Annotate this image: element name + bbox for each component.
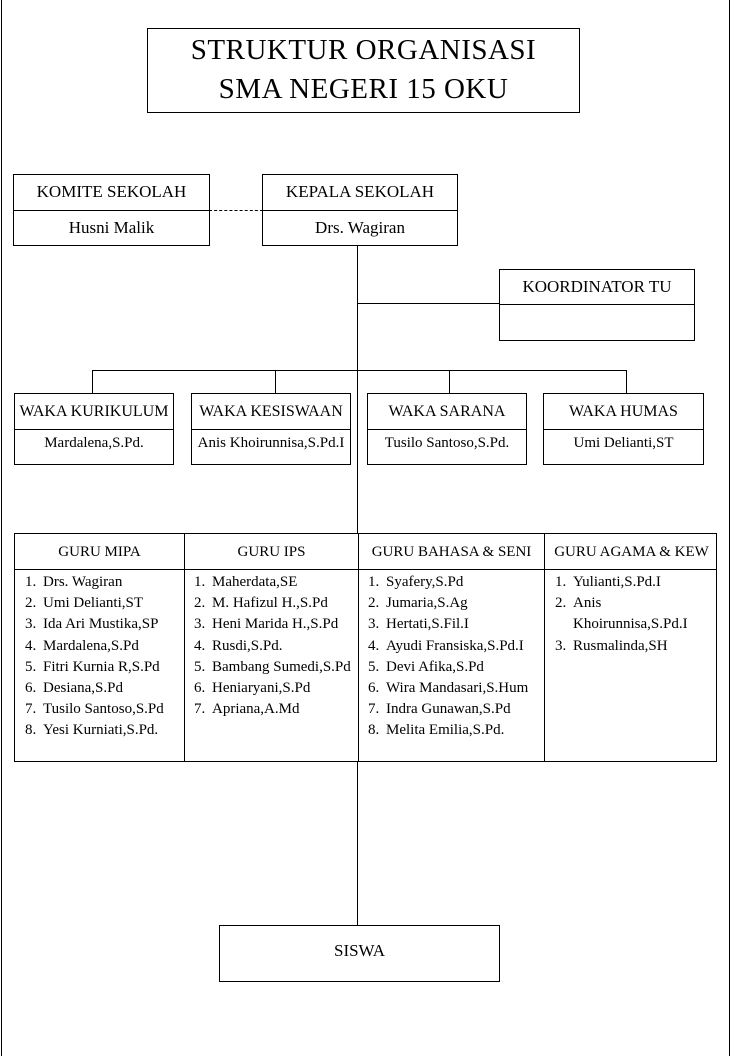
waka-sarana-label: WAKA SARANA xyxy=(388,403,506,420)
waka-kurikulum-label: WAKA KURIKULUM xyxy=(19,403,169,420)
koordinator-tu-box xyxy=(499,269,695,341)
komite-divider xyxy=(14,210,209,211)
waka-humas-name: Umi Delianti,ST xyxy=(573,435,674,451)
guru-ips-list xyxy=(194,572,351,720)
guru-mipa-list xyxy=(25,572,164,742)
komite-label: KOMITE SEKOLAH xyxy=(36,182,187,201)
kepala-name: Drs. Wagiran xyxy=(315,218,405,237)
guru-table-col-divider-1 xyxy=(184,534,185,761)
title-line-1: STRUKTUR ORGANISASI xyxy=(190,34,537,66)
waka-kurikulum-name: Mardalena,S.Pd. xyxy=(44,435,144,451)
list-item: 3. Hertati,S.Fil.I xyxy=(368,616,469,633)
list-item: 7. Tusilo Santoso,S.Pd xyxy=(25,701,164,718)
list-item: 1. Maherdata,SE xyxy=(194,574,298,590)
guru-table-col-divider-2 xyxy=(358,534,359,761)
koordinator-label: KOORDINATOR TU xyxy=(522,277,672,296)
komite-name: Husni Malik xyxy=(68,218,155,237)
list-item: 6. Heniaryani,S.Pd xyxy=(194,679,311,696)
waka-sarana-name: Tusilo Santoso,S.Pd. xyxy=(384,435,510,451)
page-frame xyxy=(1,0,730,1056)
list-item: 2. M. Hafizul H.,S.Pd xyxy=(194,595,328,612)
title-box xyxy=(147,28,580,113)
komite-sekolah-box xyxy=(13,174,210,246)
list-item: 5. Devi Afika,S.Pd xyxy=(368,658,484,675)
list-item: 5. Fitri Kurnia R,S.Pd xyxy=(25,658,160,675)
list-item: 3. Heni Marida H.,S.Pd xyxy=(194,616,339,633)
guru-table-header-divider xyxy=(15,569,716,570)
siswa-label: SISWA xyxy=(333,941,385,960)
connector-waka-3 xyxy=(449,370,450,394)
list-item: 2. Umi Delianti,ST xyxy=(25,595,143,612)
waka-kesiswaan-divider xyxy=(192,429,350,430)
list-item: 4. Mardalena,S.Pd xyxy=(25,637,139,654)
waka-kesiswaan-name: Anis Khoirunnisa,S.Pd.I xyxy=(197,435,345,451)
guru-mipa-header: GURU MIPA xyxy=(58,544,141,560)
guru-bahasa-seni-header: GURU BAHASA & SENI xyxy=(371,544,532,560)
list-item: 4. Ayudi Fransiska,S.Pd.I xyxy=(368,637,524,654)
list-item: 2. Jumaria,S.Ag xyxy=(368,595,468,612)
list-item: 3. Ida Ari Mustika,SP xyxy=(25,616,159,633)
connector-komite-dashed xyxy=(209,210,263,211)
guru-table-col-divider-3 xyxy=(544,534,545,761)
waka-humas-divider xyxy=(544,429,703,430)
list-item: 7. Apriana,A.Md xyxy=(194,701,300,718)
list-item: 1. Drs. Wagiran xyxy=(25,574,123,590)
waka-sarana-box xyxy=(367,393,527,465)
guru-agama-kew-list xyxy=(555,572,688,657)
waka-kesiswaan-box xyxy=(191,393,351,465)
list-item: 6. Desiana,S.Pd xyxy=(25,679,123,696)
list-item: 1. Yulianti,S.Pd.I xyxy=(555,574,661,590)
waka-kurikulum-box xyxy=(14,393,174,465)
list-item: 3. Rusmalinda,SH xyxy=(555,637,668,654)
list-item: 4. Rusdi,S.Pd. xyxy=(194,637,283,654)
koordinator-divider xyxy=(500,304,694,305)
waka-kesiswaan-label: WAKA KESISWAAN xyxy=(199,403,343,420)
guru-bahasa-seni-list xyxy=(368,572,528,742)
list-item: 1. Syafery,S.Pd xyxy=(368,574,464,590)
guru-table xyxy=(14,533,717,762)
list-item: 6. Wira Mandasari,S.Hum xyxy=(368,679,529,696)
kepala-label: KEPALA SEKOLAH xyxy=(285,182,435,201)
list-item: 5. Bambang Sumedi,S.Pd xyxy=(194,658,351,675)
list-item: 8. Yesi Kurniati,S.Pd. xyxy=(25,722,159,739)
connector-waka-2 xyxy=(275,370,276,394)
list-item: 7. Indra Gunawan,S.Pd xyxy=(368,701,511,718)
list-item: 2. Anis Khoirunnisa,S.Pd.I xyxy=(555,595,688,633)
guru-ips-header: GURU IPS xyxy=(237,544,306,560)
connector-waka-horizontal xyxy=(92,370,627,371)
kepala-divider xyxy=(263,210,457,211)
kepala-sekolah-box xyxy=(262,174,458,246)
connector-to-koordinator xyxy=(357,303,499,304)
waka-sarana-divider xyxy=(368,429,526,430)
siswa-box xyxy=(219,925,500,982)
waka-humas-box xyxy=(543,393,704,465)
connector-waka-1 xyxy=(92,370,93,394)
connector-waka-4 xyxy=(626,370,627,394)
waka-humas-label: WAKA HUMAS xyxy=(569,403,678,420)
title-line-2: SMA NEGERI 15 OKU xyxy=(218,73,509,105)
list-item: 8. Melita Emilia,S.Pd. xyxy=(368,722,505,739)
guru-agama-kew-header: GURU AGAMA & KEW xyxy=(554,544,709,560)
waka-kurikulum-divider xyxy=(15,429,173,430)
